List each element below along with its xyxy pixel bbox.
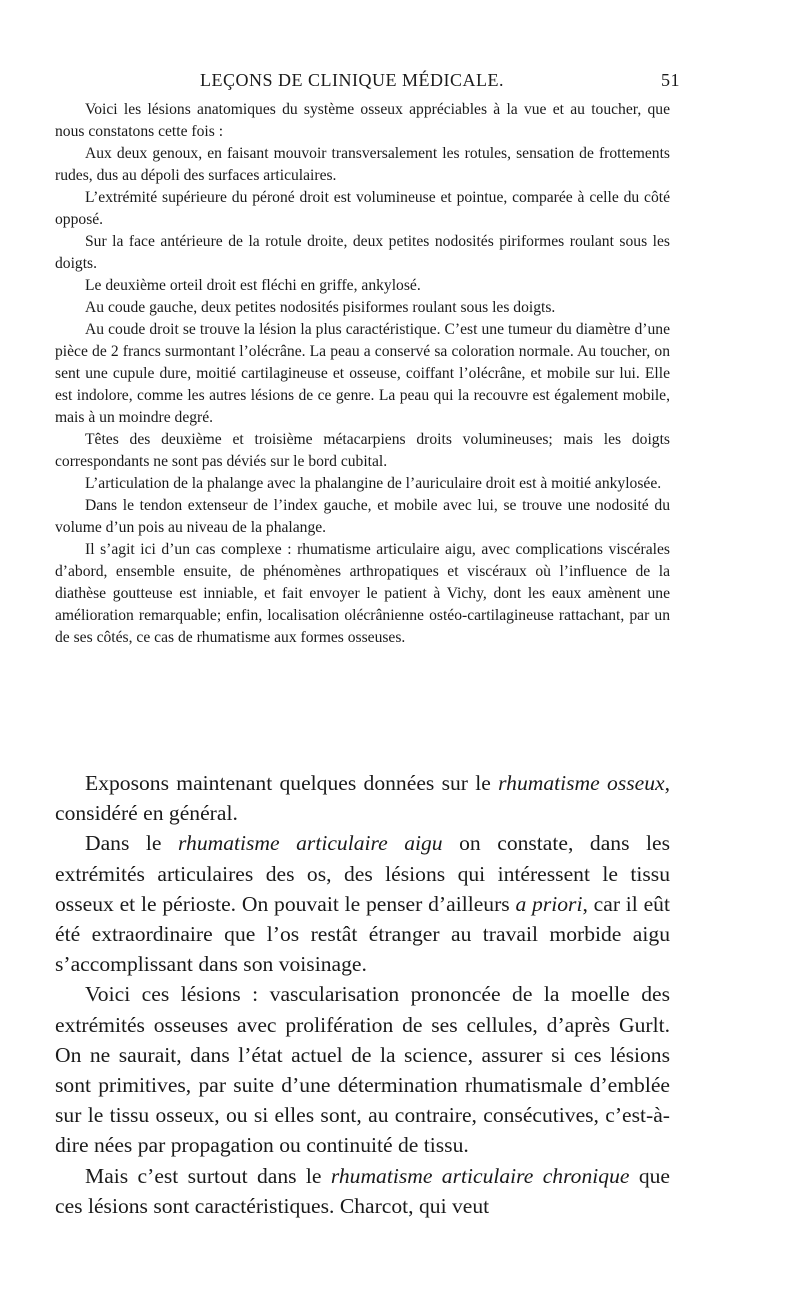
text-run: Voici ces lésions : vascularisation prononcée de la moelle des extrémités osseuses avec prolifération de ses cellules, d’après Gurlt. On ne saurait, dans l’état actuel de la science, assurer si ces lésions sont primitives, par suite d’une détermination rhumatismale d’emblée sur le tissu osseux, ou si elles sont, au contraire, consécutives, c’est-à-dire nées par propagation ou continuité de tissu. — [55, 982, 670, 1158]
paragraph: L’extrémité supérieure du péroné droit est volumineuse et pointue, comparée à celle du côté opposé. — [55, 189, 670, 228]
paragraph — [55, 1161, 670, 1221]
paragraph: Aux deux genoux, en faisant mouvoir transversalement les rotules, sensation de frottements rudes, dus au dépoli des surfaces articulaires. — [55, 145, 670, 184]
case-description — [55, 99, 670, 649]
text-run: Exposons maintenant quelques données sur le — [85, 771, 499, 795]
main-text — [55, 768, 670, 1221]
paragraph — [55, 828, 670, 979]
italic-term: rhumatisme articulaire aigu — [178, 831, 443, 856]
text-run: on constate, dans les extrémités articulaires des os, des lésions qui intéressent le tissu osseux et le périoste. On pouvait le penser d’ailleurs — [55, 831, 670, 916]
paragraph — [55, 979, 670, 1160]
text-run: Dans le — [85, 831, 179, 856]
paragraph: L’articulation de la phalange avec la phalangine de l’auriculaire droit est à moitié ankylosée. — [85, 475, 662, 492]
text-run: Mais c’est surtout dans le — [85, 1163, 331, 1188]
text-run: , car il eût été extraordinaire que l’os restât étranger au travail morbide aigu s’accomplissant dans son voisinage. — [55, 891, 670, 977]
paragraph: Le deuxième orteil droit est fléchi en griffe, ankylosé. — [85, 277, 421, 294]
italic-term: a priori — [515, 891, 583, 916]
page-number: 51 — [661, 70, 680, 90]
paragraph: Il s’agit ici d’un cas complexe : rhumatisme articulaire aigu, avec complications viscérales d’abord, ensemble ensuite, de phénomènes arthropatiques et viscéraux où l’influence de la diathèse goutteuse est inniable, et fait envoyer le patient à Vichy, dont les eaux amènent une amélioration remarquable; enfin, localisation olécrânienne ostéo-cartilagineuse rattachant, par un de ses côtés, ce cas de rhumatisme aux formes osseuses. — [55, 541, 670, 646]
paragraph: Voici les lésions anatomiques du système osseux appréciables à la vue et au toucher, que nous constatons cette fois : — [55, 101, 670, 140]
text-run: que ces lésions sont caractéristiques. Charcot, qui veut — [55, 1163, 670, 1218]
paragraph: Dans le tendon extenseur de l’index gauche, et mobile avec lui, se trouve une nodosité du volume d’un pois au niveau de la phalange. — [55, 497, 670, 536]
header-title: LEÇONS DE CLINIQUE MÉDICALE. — [200, 70, 504, 90]
paragraph — [55, 768, 670, 828]
paragraph: Au coude droit se trouve la lésion la plus caractéristique. C’est une tumeur du diamètre d’une pièce de 2 francs surmontant l’olécrâne. La peau a conservé sa coloration normale. Au toucher, on sent une cupule dure, moitié cartilagineuse et osseuse, coiffant l’olécrâne, et mobile sur lui. Elle est indolore, comme les autres lésions de ce genre. La peau qui la recouvre est également mobile, mais à un moindre degré. — [55, 321, 670, 426]
italic-term: rhumatisme articulaire chronique — [330, 1163, 630, 1188]
paragraph: Au coude gauche, deux petites nodosités pisiformes roulant sous les doigts. — [85, 299, 556, 316]
italic-term: rhumatisme osseux — [498, 771, 665, 795]
text-run: , considéré en général. — [55, 771, 670, 826]
paragraph: Têtes des deuxième et troisième métacarpiens droits volumineuses; mais les doigts correspondants ne sont pas déviés sur le bord cubital. — [55, 431, 670, 470]
paragraph: Sur la face antérieure de la rotule droite, deux petites nodosités piriformes roulant sous les doigts. — [55, 233, 670, 272]
